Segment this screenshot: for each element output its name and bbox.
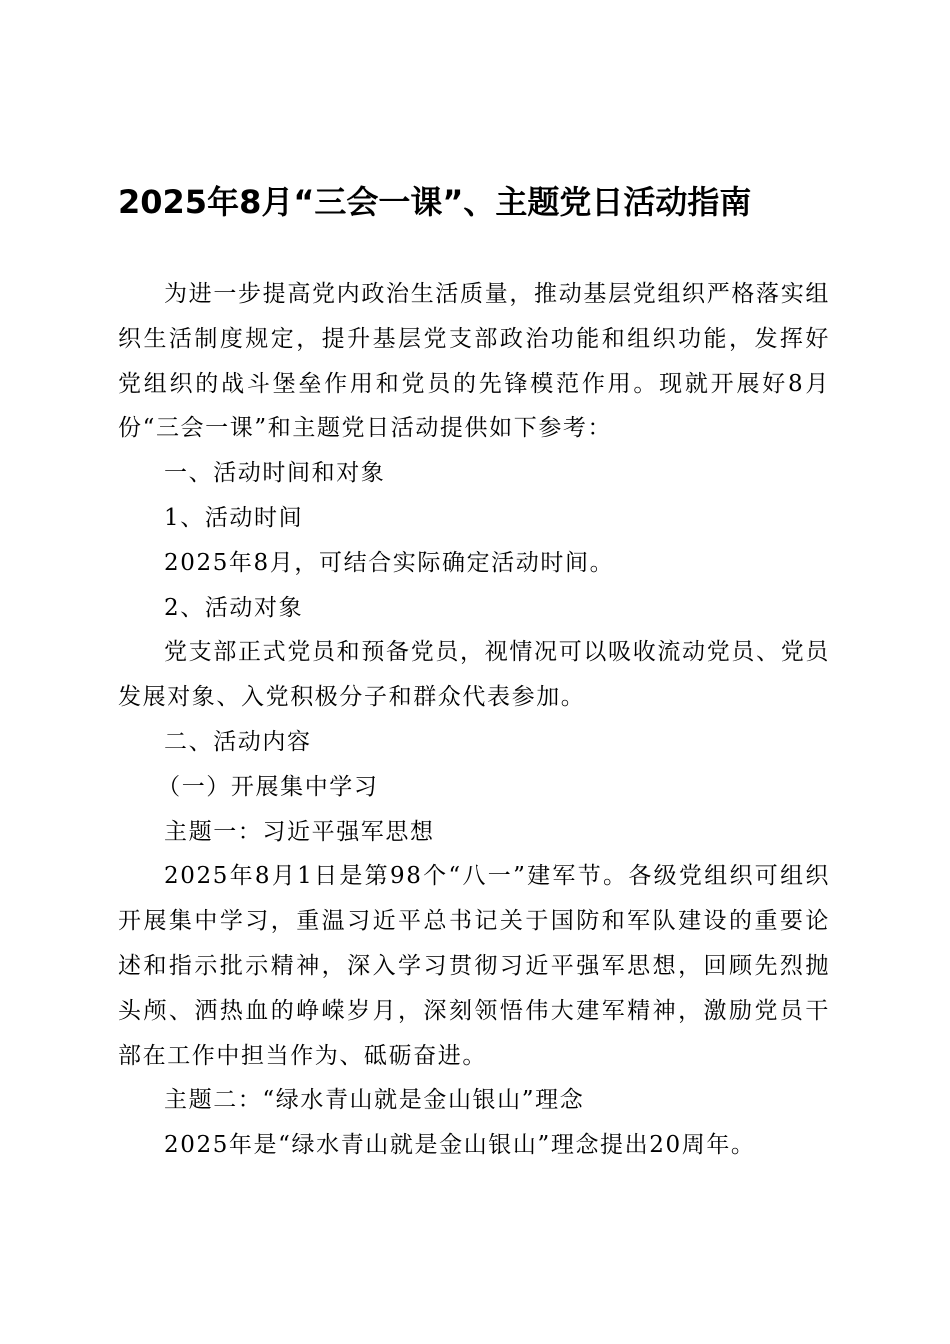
participants-paragraph: 党支部正式党员和预备党员，视情况可以吸收流动党员、党员发展对象、入党积极分子和群众代表参加。 bbox=[118, 639, 830, 711]
subheading-activity-time: 1、活动时间 bbox=[164, 504, 304, 531]
theme-one-heading: 主题一：习近平强军思想 bbox=[164, 818, 435, 845]
document-body bbox=[118, 272, 830, 1168]
theme-two-heading: 主题二：“绿水青山就是金山银山”理念 bbox=[164, 1087, 585, 1114]
intro-paragraph: 为进一步提高党内政治生活质量，推动基层党组织严格落实组织生活制度规定，提升基层党支部政治功能和组织功能，发挥好党组织的战斗堡垒作用和党员的先锋模范作用。现就开展好8月份“三会一课”和主题党日活动提供如下参考： bbox=[118, 281, 830, 442]
theme-two-paragraph: 2025年是“绿水青山就是金山银山”理念提出20周年。 bbox=[164, 1132, 756, 1159]
theme-one-paragraph: 2025年8月1日是第98个“八一”建军节。各级党组织可组织开展集中学习，重温习近平总书记关于国防和军队建设的重要论述和指示批示精神，深入学习贯彻习近平强军思想，回顾先烈抛头颅、洒热血的峥嵘岁月，深刻领悟伟大建军精神，激励党员干部在工作中担当作为、砥砺奋进。 bbox=[118, 863, 830, 1069]
subheading-activity-participants: 2、活动对象 bbox=[164, 594, 304, 621]
activity-time-paragraph: 2025年8月，可结合实际确定活动时间。 bbox=[164, 549, 615, 576]
section-heading-time-and-participants: 一、活动时间和对象 bbox=[164, 460, 386, 487]
section-heading-activity-content: 二、活动内容 bbox=[164, 728, 312, 755]
subheading-collective-study: （一）开展集中学习 bbox=[157, 773, 379, 800]
document-title: 2025年8月“三会一课”、主题党日活动指南 bbox=[118, 183, 752, 221]
